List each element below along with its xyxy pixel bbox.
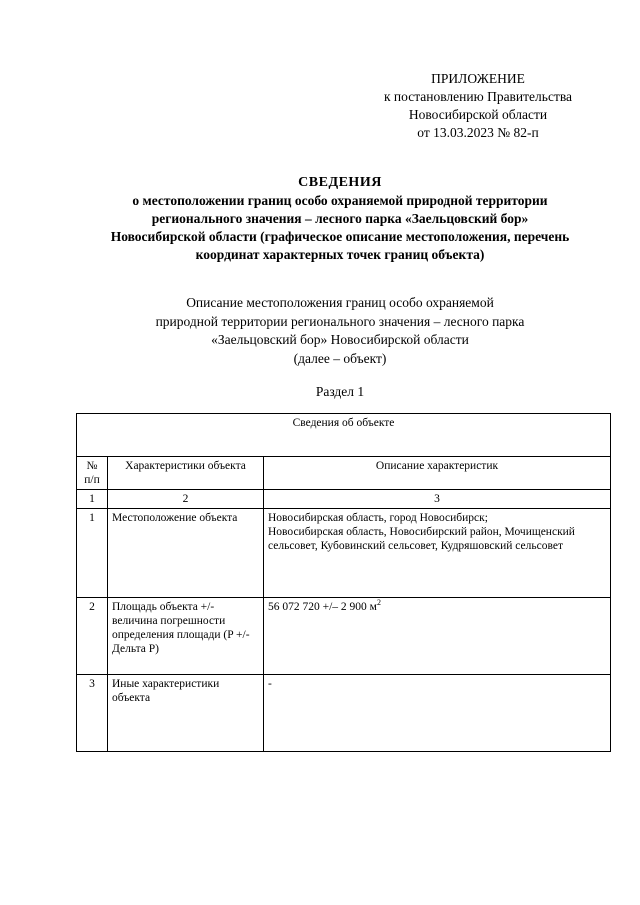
- heading-line-3: Новосибирской области (графическое описание местоположения, перечень: [110, 229, 570, 244]
- description-line-2: природной территории регионального значения – лесного парка: [155, 313, 525, 329]
- appendix-title: ПРИЛОЖЕНИЕ: [431, 71, 525, 86]
- appendix-line-1: к постановлению Правительства: [383, 89, 573, 104]
- appendix-line-2: Новосибирской области: [408, 107, 548, 122]
- table-header-row: [77, 457, 611, 490]
- row-characteristic: Площадь объекта +/- величина погрешности определения площади (P +/- Дельта P): [108, 598, 264, 675]
- row-num: 3: [77, 675, 108, 752]
- table-title: Сведения об объекте: [77, 414, 611, 457]
- row-description: [264, 598, 611, 675]
- row-description-line-2: Новосибирская область, Новосибирский район, Мочищенский сельсовет, Кубовинский сельсовет, Кудряшовский сельсовет: [268, 526, 575, 552]
- row-description-line-1: Новосибирская область, город Новосибирск;: [268, 512, 488, 524]
- header-num: № п/п: [77, 457, 108, 490]
- area-value: 56 072 720 +/– 2 900 м: [268, 601, 377, 613]
- header-description: Описание характеристик: [264, 457, 611, 490]
- section-title: Раздел 1: [315, 384, 365, 399]
- row-num: 1: [77, 509, 108, 598]
- row-num: 2: [77, 598, 108, 675]
- heading-line-1: о местоположении границ особо охраняемой природной территории: [132, 193, 548, 208]
- index-cell: 3: [264, 490, 611, 509]
- description-line-4: (далее – объект): [293, 350, 387, 366]
- table-row: [77, 675, 611, 752]
- index-cell: 2: [108, 490, 264, 509]
- table-row: [77, 598, 611, 675]
- appendix-line-3: от 13.03.2023 № 82-п: [417, 125, 539, 140]
- row-description: -: [264, 675, 611, 752]
- index-cell: 1: [77, 490, 108, 509]
- area-unit-exponent: 2: [376, 598, 381, 608]
- appendix-block: [348, 70, 608, 142]
- heading-line-2: регионального значения – лесного парка «Заельцовский бор»: [151, 211, 529, 226]
- object-info-table: [76, 413, 611, 752]
- table-index-row: [77, 490, 611, 509]
- row-characteristic: Иные характеристики объекта: [108, 675, 264, 752]
- description-line-1: Описание местоположения границ особо охраняемой: [186, 295, 494, 310]
- heading-line-4: координат характерных точек границ объекта): [195, 247, 485, 262]
- header-characteristic: Характеристики объекта: [108, 457, 264, 490]
- description-line-3: «Заельцовский бор» Новосибирской области: [211, 332, 469, 347]
- document-heading: [60, 174, 620, 264]
- row-description: [264, 509, 611, 598]
- table-title-row: [77, 414, 611, 457]
- row-characteristic: Местоположение объекта: [108, 509, 264, 598]
- heading-title: СВЕДЕНИЯ: [298, 175, 382, 190]
- table-row: [77, 509, 611, 598]
- description-block: [60, 294, 620, 368]
